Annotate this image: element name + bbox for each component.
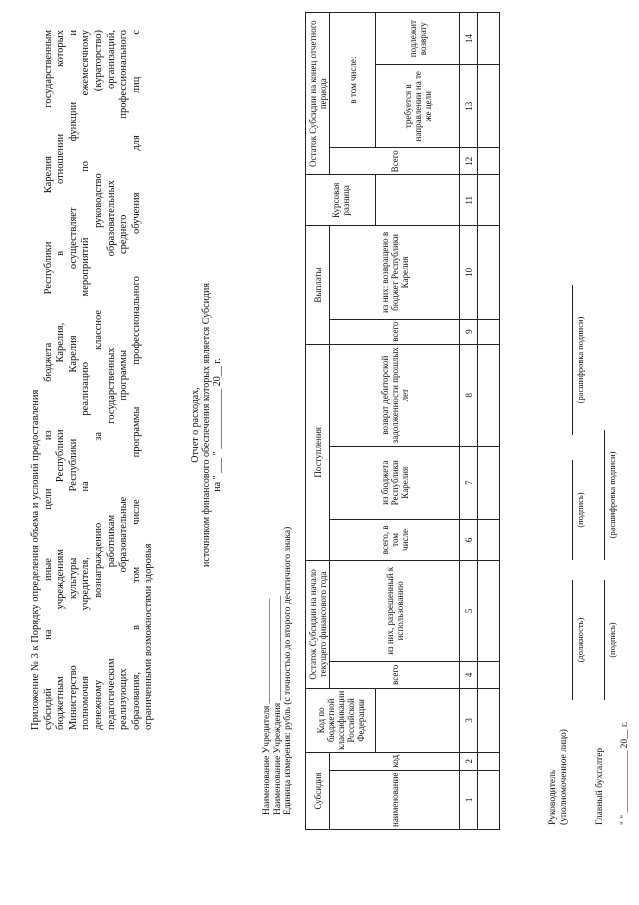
table-cell[interactable]: [478, 770, 500, 829]
header-from-budget: из бюджета Республики Карелия: [330, 446, 460, 519]
accountant-decode-line: [604, 430, 605, 560]
column-number: 7: [460, 446, 478, 519]
table-cell[interactable]: [478, 446, 500, 519]
accountant-signature-line: [604, 580, 605, 700]
column-number: 1: [460, 770, 478, 829]
header-code: код: [330, 752, 460, 770]
table-cell[interactable]: [478, 344, 500, 446]
header-return-debt: возврат дебиторской задолженности прошлых лет: [330, 344, 460, 446]
header-to-return: подлежит возврату: [376, 13, 460, 65]
report-title: [190, 275, 223, 575]
column-number: 2: [460, 752, 478, 770]
appendix-line: полномочия учредителя, на реализацию мероприятий по ежемесячному: [80, 30, 92, 730]
header-including: в том числе:: [330, 13, 376, 148]
accountant-label: Главный бухгалтер: [595, 747, 605, 825]
header-returned: из них: возвращено в бюджет Республики Карелия: [330, 226, 460, 319]
appendix-line: субсидий на иные цели из бюджета Республики Карелия государственным: [42, 30, 54, 730]
column-number: 12: [460, 148, 478, 175]
head-label: Руководитель: [548, 769, 558, 825]
header-kbk: Код по бюджетной классификации Российской Федерации: [306, 688, 376, 752]
report-table: [305, 12, 500, 830]
column-number: 10: [460, 226, 478, 319]
header-kbk-cont: [376, 688, 460, 752]
header-required: требуется в направлении на те же цели: [376, 65, 460, 148]
accountant-decode-caption: (расшифровка подписи): [607, 451, 617, 539]
header-subsidy: Субсидия: [306, 752, 330, 829]
header-remain-total: всего: [330, 661, 460, 688]
header-remain-start: Остаток Субсидии на начало текущего финансового года: [306, 560, 330, 688]
header-diff-cont: [376, 175, 460, 226]
table-row: [478, 13, 500, 830]
column-number: 9: [460, 319, 478, 344]
report-title-line1: Отчет о расходах,: [190, 387, 201, 463]
appendix-line: реализующих образовательные программы среднего профессионального: [118, 30, 130, 730]
table-cell[interactable]: [478, 13, 500, 65]
table-cell[interactable]: [478, 226, 500, 319]
header-pay-total: всего: [330, 319, 460, 344]
column-number: 8: [460, 344, 478, 446]
table-cell[interactable]: [478, 560, 500, 661]
column-number: 6: [460, 519, 478, 560]
position-line: [572, 580, 573, 700]
header-remain-allowed: из них, разрешенный к использованию: [330, 560, 460, 661]
table-cell[interactable]: [478, 661, 500, 688]
report-title-line3: на " ___ " ____________ 20__ г.: [212, 358, 223, 492]
appendix-text: [30, 30, 156, 730]
column-number: 11: [460, 175, 478, 226]
appendix-line: ограниченными возможностями здоровья: [143, 543, 155, 730]
table-cell[interactable]: [478, 148, 500, 175]
header-payments: Выплаты: [306, 226, 330, 344]
appendix-line: образования, в том числе программы профессионального обучения для лиц с: [130, 30, 142, 730]
header-income: Поступления: [306, 344, 330, 560]
decode-caption: (расшифровка подписи): [575, 316, 585, 404]
column-number: 4: [460, 661, 478, 688]
signature-caption: (подпись): [575, 492, 585, 528]
table-cell[interactable]: [478, 519, 500, 560]
decode-line: [572, 285, 573, 435]
header-remain-end: Остаток Субсидии на конец отчетного периода: [306, 13, 330, 175]
signature-line: [572, 460, 573, 560]
table-cell[interactable]: [478, 752, 500, 770]
table-cell[interactable]: [478, 688, 500, 752]
table-cell[interactable]: [478, 319, 500, 344]
position-caption: (должность): [575, 617, 585, 663]
accountant-signature-caption: (подпись): [607, 622, 617, 658]
column-number: 13: [460, 65, 478, 148]
header-income-total: всего, в том числе: [330, 519, 460, 560]
column-number: 5: [460, 560, 478, 661]
header-name: наименование: [330, 770, 460, 829]
report-title-line2: источником финансового обеспечения которых является Субсидия: [201, 283, 212, 567]
head-label-block: [548, 729, 570, 825]
header-end-total: Всего: [330, 148, 460, 175]
table-number-row: [460, 13, 478, 830]
head-sublabel: (уполномоченное лицо): [559, 729, 569, 825]
appendix-line: денежному вознаграждению за классное руководство (кураторство): [92, 30, 104, 730]
table-cell[interactable]: [478, 175, 500, 226]
institution-line: Наименование Учреждения ______________________: [272, 595, 283, 815]
appendix-line: педагогическим работникам государственных образовательных организаций,: [105, 30, 117, 730]
header-exchange-diff: Курсовая разница: [306, 175, 376, 226]
unit-line: Единица измерения: рубль (с точностью до второго десятичного знака): [283, 526, 293, 815]
date-line: " " _____________ 20__ г.: [620, 721, 630, 825]
table-cell[interactable]: [478, 65, 500, 148]
appendix-line: Министерство культуры Республики Карелия осуществляет функции и: [67, 30, 79, 730]
column-number: 14: [460, 13, 478, 65]
appendix-line: Приложение № 3 к Порядку определения объема и условий предоставления: [30, 389, 41, 730]
column-number: 3: [460, 688, 478, 752]
appendix-line: бюджетным учреждениям Республики Карелия, в отношении которых: [55, 30, 67, 730]
founder-line: Наименование Учредителя ______________________: [262, 598, 272, 815]
meta-block: [262, 527, 294, 815]
